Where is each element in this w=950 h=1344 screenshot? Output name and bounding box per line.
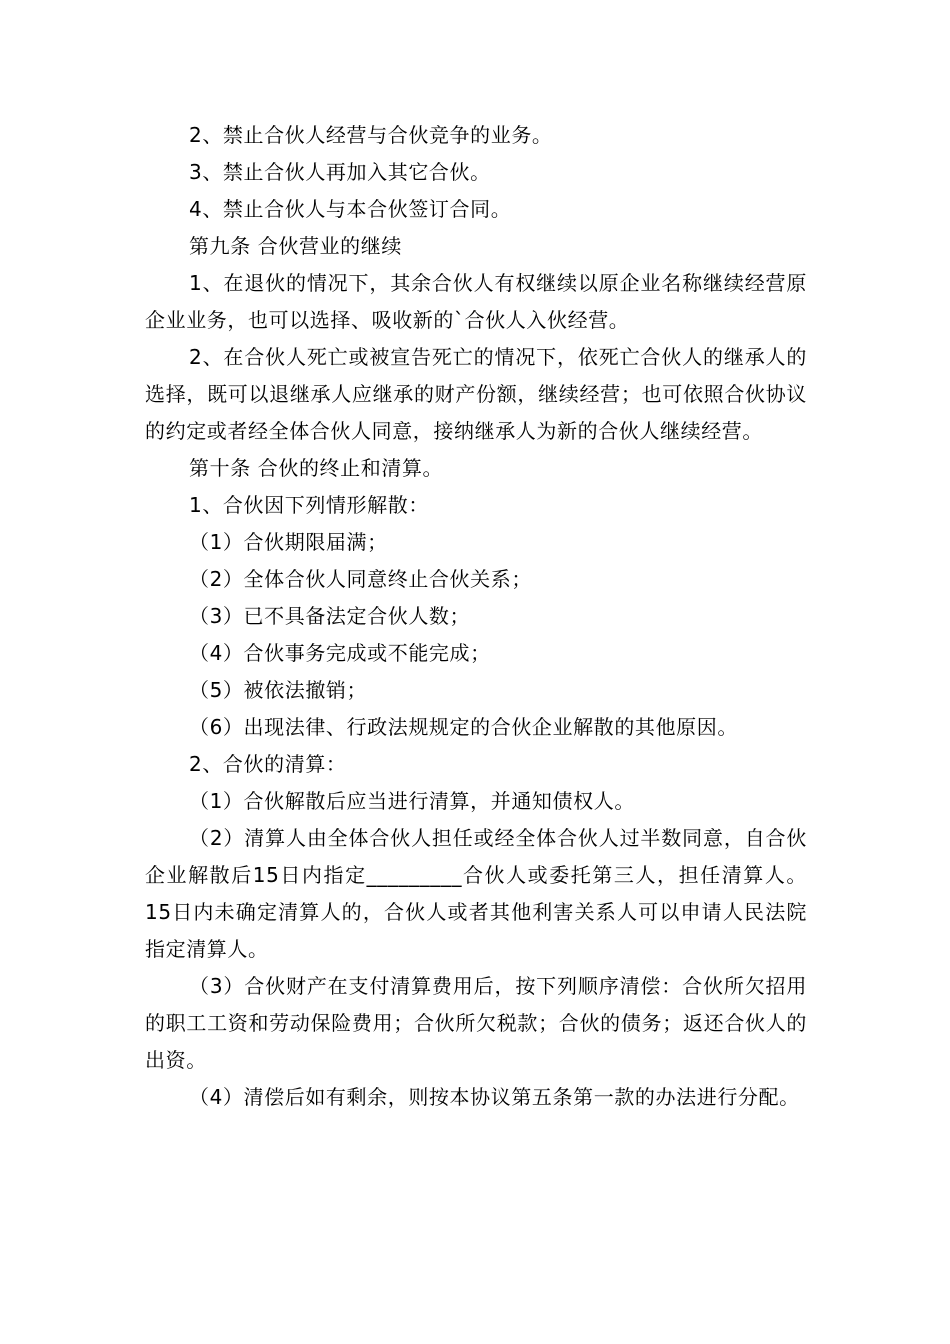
- liquidation-item-2: （2）清算人由全体合伙人担任或经全体合伙人过半数同意，自合伙企业解散后15日内指定_________合伙人或委托第三人，担任清算人。15日内未确定清算人的，合伙人或者其他利害关系人可以申请人民法院指定清算人。: [145, 826, 807, 961]
- dissolution-item-3: （3）已不具备法定合伙人数；: [189, 604, 471, 628]
- article-9-heading: 第九条 合伙营业的继续: [189, 234, 402, 258]
- paragraph-article-9-item-1: 1、在退伙的情况下，其余合伙人有权继续以原企业名称继续经营原企业业务，也可以选择、吸收新的`合伙人入伙经营。: [145, 271, 807, 332]
- paragraph-liquidation-intro: 2、合伙的清算：: [189, 752, 347, 776]
- dissolution-item-6: （6）出现法律、行政法规规定的合伙企业解散的其他原因。: [189, 715, 738, 739]
- dissolution-item-5: （5）被依法撤销；: [189, 678, 368, 702]
- paragraph-article-9-item-2: 2、在合伙人死亡或被宣告死亡的情况下，依死亡合伙人的继承人的选择，既可以退继承人应继承的财产份额，继续经营；也可依照合伙协议的约定或者经全体合伙人同意，接纳继承人为新的合伙人继续经营。: [145, 345, 807, 443]
- liquidation-item-3: （3）合伙财产在支付清算费用后，按下列顺序清偿：合伙所欠招用的职工工资和劳动保险费用；合伙所欠税款；合伙的债务；返还合伙人的出资。: [145, 974, 807, 1072]
- paragraph-clause-4: 4、禁止合伙人与本合伙签订合同。: [189, 197, 512, 221]
- paragraph-dissolution-intro: 1、合伙因下列情形解散：: [189, 493, 429, 517]
- paragraph-clause-2: 2、禁止合伙人经营与合伙竞争的业务。: [189, 123, 553, 147]
- document-page: [145, 117, 807, 1116]
- dissolution-item-4: （4）合伙事务完成或不能完成；: [189, 641, 491, 665]
- dissolution-item-1: （1）合伙期限届满；: [189, 530, 388, 554]
- liquidation-item-4: （4）清偿后如有剩余，则按本协议第五条第一款的办法进行分配。: [189, 1085, 800, 1109]
- paragraph-clause-3: 3、禁止合伙人再加入其它合伙。: [189, 160, 491, 184]
- dissolution-item-2: （2）全体合伙人同意终止合伙关系；: [189, 567, 532, 591]
- article-10-heading: 第十条 合伙的终止和清算。: [189, 456, 444, 480]
- liquidation-item-1: （1）合伙解散后应当进行清算，并通知债权人。: [189, 789, 635, 813]
